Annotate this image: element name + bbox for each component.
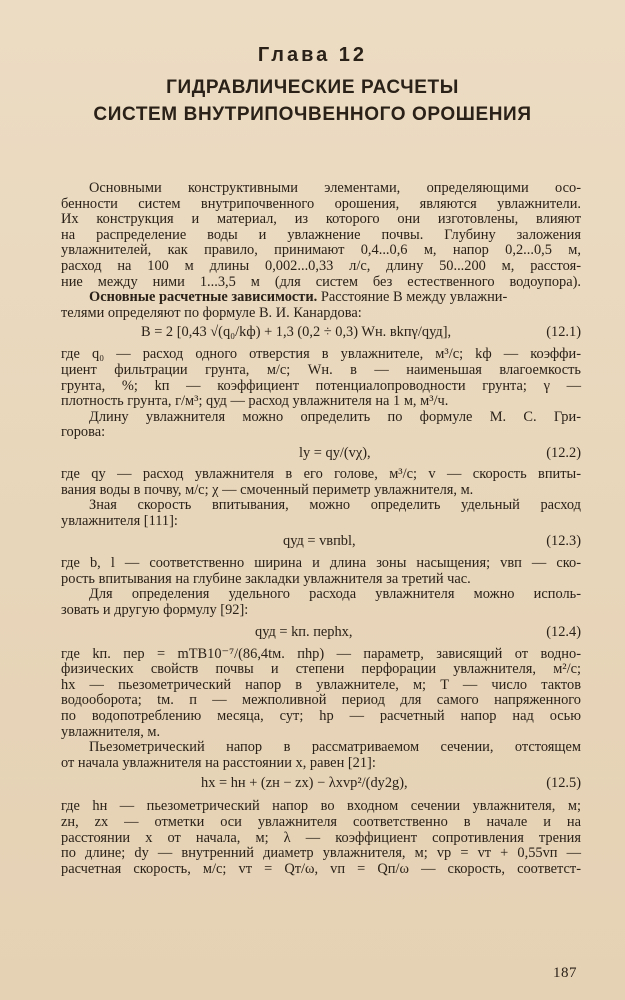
text-line: расстоянии x от начала, м; λ — коэффициент сопротивления трения — [61, 829, 581, 846]
text-line: ние между ними 1...3,5 м (для систем без естественного водоупора). — [61, 273, 581, 290]
text-line: плотность грунта, г/м³; qуд — расход увлажнителя на 1 м, м³/ч. — [61, 393, 449, 410]
formula-number: (12.2) — [546, 444, 581, 461]
text-run: Расстояние B между увлажни- — [317, 289, 508, 306]
text-line: телями определяют по формуле В. И. Канардова: — [61, 304, 362, 321]
text-line: по длине; dу — внутренний диаметр увлажнителя, м; vр = vт + 0,55vп — — [61, 845, 581, 862]
chapter-title-line: СИСТЕМ ВНУТРИПОЧВЕННОГО ОРОШЕНИЯ — [93, 104, 532, 125]
formula-expression: B = 2 [0,43 √(q₀/kф) + 1,3 (0,2 ÷ 0,3) Wн. вkпγ/qуд], — [141, 324, 452, 341]
text-line: по водопотреблению месяца, сут; hр — расчетный напор над осью — [61, 708, 581, 725]
text-line: бенности систем внутрипочвенного орошения, являются увлажнители. — [61, 195, 581, 212]
text-line: увлажнителя, м. — [61, 723, 161, 740]
text-line: на распределение воды и увлажнение почвы. Глубину заложения — [61, 226, 581, 243]
text-line: увлажнителя [111]: — [61, 512, 178, 529]
formula-12-5 — [61, 771, 581, 799]
text-line: где q₀ — расход одного отверстия в увлажнителе, м³/с; kф — коэффи- — [61, 346, 581, 363]
formula-12-2 — [61, 441, 581, 467]
text-line: где hн — пьезометрический напор во входном сечении увлажнителя, м; — [61, 798, 581, 815]
section-run-in-heading: Основные расчетные зависимости. — [89, 289, 318, 306]
formula-expression: qуд = vвпbl, — [283, 533, 356, 550]
chapter-title — [0, 74, 625, 128]
text-line: циент фильтрации грунта, м/с; Wн. в — наименьшая влагоемкость — [61, 361, 581, 378]
text-line: рость впитывания на глубине закладки увлажнителя за третий час. — [61, 570, 471, 587]
formula-expression: hx = hн + (zн − zx) − λxvр²/(dу2g), — [201, 775, 408, 792]
text-line: Пьезометрический напор в рассматриваемом сечении, отстоящем — [89, 739, 581, 756]
text-line: где kп. пер = mTB10⁻⁷/(86,4tм. пhр) — параметр, зависящий от водно- — [61, 645, 581, 662]
text-line: zн, zx — отметки оси увлажнителя соответственно в начале и на — [61, 814, 581, 830]
text-line: увлажнителей, как правило, принимают 0,4...0,6 м, напор 0,2...0,5 м, — [61, 242, 581, 259]
chapter-title-line: ГИДРАВЛИЧЕСКИЕ РАСЧЕТЫ — [166, 77, 459, 98]
formula-expression: qуд = kп. перhx, — [255, 623, 353, 640]
text-line: Длину увлажнителя можно определить по формуле М. С. Гри- — [89, 408, 581, 425]
formula-expression: lу = qу/(vχ), — [299, 444, 371, 461]
chapter-heading: Глава 12 — [257, 44, 368, 66]
text-line: расход на 100 м длины 0,002...0,33 л/с, длину 50...200 м, расстоя- — [61, 257, 581, 274]
text-line: Основными конструктивными элементами, определяющими осо- — [89, 180, 581, 196]
text-line: физических свойств почвы и степени перфорации увлажнителя, м²/с; — [61, 661, 581, 678]
text-line: горова: — [61, 424, 106, 441]
body-text — [61, 181, 581, 877]
text-line: hx — пьезометрический напор в увлажнителе, м; T — число тактов — [61, 676, 581, 693]
formula-number: (12.3) — [546, 533, 581, 550]
text-line: Для определения удельного расхода увлажнителя можно исполь- — [89, 586, 581, 603]
formula-12-1 — [61, 321, 581, 347]
formula-12-3 — [61, 529, 581, 556]
page-number: 187 — [553, 965, 577, 981]
text-line: Зная скорость впитывания, можно определить удельный расход — [89, 497, 581, 514]
text-line: вания воды в почву, м/с; χ — смоченный периметр увлажнителя, м. — [61, 481, 474, 498]
formula-12-4 — [61, 619, 581, 647]
text-line: Их конструкция и материал, из которого они изготовлены, влияют — [61, 211, 581, 228]
text-line — [61, 290, 581, 306]
text-line: от начала увлажнителя на расстоянии x, равен [21]: — [61, 754, 376, 771]
formula-number: (12.4) — [546, 623, 581, 640]
text-line: расчетная скорость, м/с; vт = Qт/ω, vп = Qп/ω — скорость, соответст- — [61, 860, 581, 877]
text-line: где qу — расход увлажнителя в его голове, м³/с; v — скорость впиты- — [61, 465, 581, 482]
formula-number: (12.1) — [546, 324, 581, 341]
text-line: грунта, %; kп — коэффициент потенциалопроводности грунта; γ — — [61, 377, 581, 394]
formula-number: (12.5) — [546, 775, 581, 792]
text-line: где b, l — соответственно ширина и длина зоны насыщения; vвп — ско- — [61, 555, 581, 572]
text-line: водооборота; tм. п — межполивной период для самого напряженного — [61, 692, 581, 709]
text-line: зовать и другую формулу [92]: — [61, 602, 249, 619]
